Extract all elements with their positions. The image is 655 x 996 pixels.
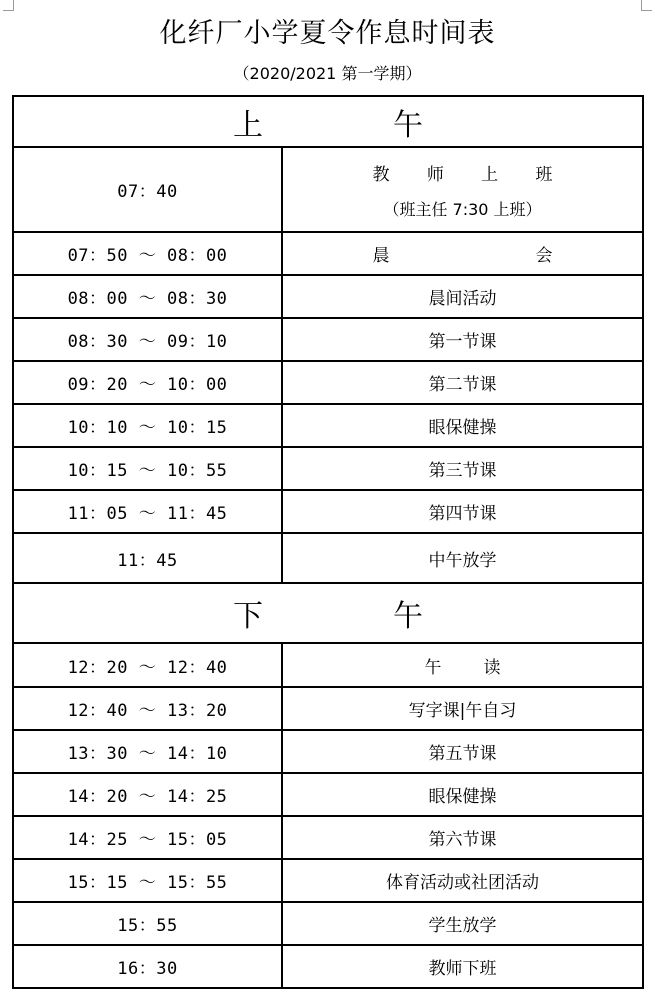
time-cell: 11：45 — [13, 533, 282, 583]
time-cell: 12：40 ～ 13：20 — [13, 687, 282, 730]
activity-cell: 第四节课 — [282, 490, 643, 533]
time-cell: 15：55 — [13, 902, 282, 945]
table-row — [13, 318, 643, 361]
activity-note: （班主任 7:30 上班） — [383, 199, 542, 219]
activity-cell: 学生放学 — [282, 902, 643, 945]
activity-cell: 第二节课 — [282, 361, 643, 404]
activity-text: 教 师 上 班 — [372, 164, 553, 185]
activity-cell: 眼保健操 — [282, 773, 643, 816]
table-row — [13, 816, 643, 859]
time-cell: 08：00 ～ 08：30 — [13, 275, 282, 318]
activity-cell: 体育活动或社团活动 — [282, 859, 643, 902]
page-corner-mark-left — [3, 0, 14, 11]
activity-cell: 晨间活动 — [282, 275, 643, 318]
time-cell: 07：50 ～ 08：00 — [13, 232, 282, 275]
activity-cell — [282, 643, 643, 687]
activity-cell: 第六节课 — [282, 816, 643, 859]
activity-cell: 第五节课 — [282, 730, 643, 773]
table-row — [13, 275, 643, 318]
morning-header-text: 上 午 — [233, 107, 423, 143]
time-cell: 07：40 — [13, 147, 282, 232]
activity-text: 晨 会 — [372, 246, 553, 266]
time-cell: 09：20 ～ 10：00 — [13, 361, 282, 404]
morning-section-header — [13, 96, 643, 147]
time-cell: 10：15 ～ 10：55 — [13, 447, 282, 490]
page-corner-mark-right — [641, 0, 652, 11]
document-subtitle: （2020/2021 第一学期） — [233, 64, 422, 83]
afternoon-section-header-row — [13, 583, 643, 643]
table-row — [13, 730, 643, 773]
time-cell: 14：20 ～ 14：25 — [13, 773, 282, 816]
time-cell: 13：30 ～ 14：10 — [13, 730, 282, 773]
time-cell: 14：25 ～ 15：05 — [13, 816, 282, 859]
time-cell: 12：20 ～ 12：40 — [13, 643, 282, 687]
time-cell: 16：30 — [13, 945, 282, 988]
time-cell: 11：05 ～ 11：45 — [13, 490, 282, 533]
afternoon-section-header — [13, 583, 643, 643]
morning-section-header-row — [13, 96, 643, 147]
activity-text: 午 读 — [424, 657, 501, 678]
table-row — [13, 859, 643, 902]
time-cell: 15：15 ～ 15：55 — [13, 859, 282, 902]
activity-cell: 第三节课 — [282, 447, 643, 490]
document-title: 化纤厂小学夏令作息时间表 — [159, 18, 496, 49]
afternoon-header-text: 下 午 — [233, 599, 423, 634]
time-cell: 10：10 ～ 10：15 — [13, 404, 282, 447]
table-row — [13, 361, 643, 404]
table-row — [13, 643, 643, 687]
table-row — [13, 232, 643, 275]
activity-cell: 写字课|午自习 — [282, 687, 643, 730]
activity-cell: 教师下班 — [282, 945, 643, 988]
table-row — [13, 945, 643, 988]
table-row — [13, 447, 643, 490]
activity-cell: 中午放学 — [282, 533, 643, 583]
table-row — [13, 147, 643, 232]
table-row — [13, 902, 643, 945]
activity-cell: 眼保健操 — [282, 404, 643, 447]
table-row — [13, 687, 643, 730]
schedule-table — [12, 95, 644, 989]
time-cell: 08：30 ～ 09：10 — [13, 318, 282, 361]
activity-cell — [282, 147, 643, 232]
table-row — [13, 490, 643, 533]
table-row — [13, 773, 643, 816]
table-row — [13, 404, 643, 447]
activity-cell: 第一节课 — [282, 318, 643, 361]
activity-cell — [282, 232, 643, 275]
table-row — [13, 533, 643, 583]
